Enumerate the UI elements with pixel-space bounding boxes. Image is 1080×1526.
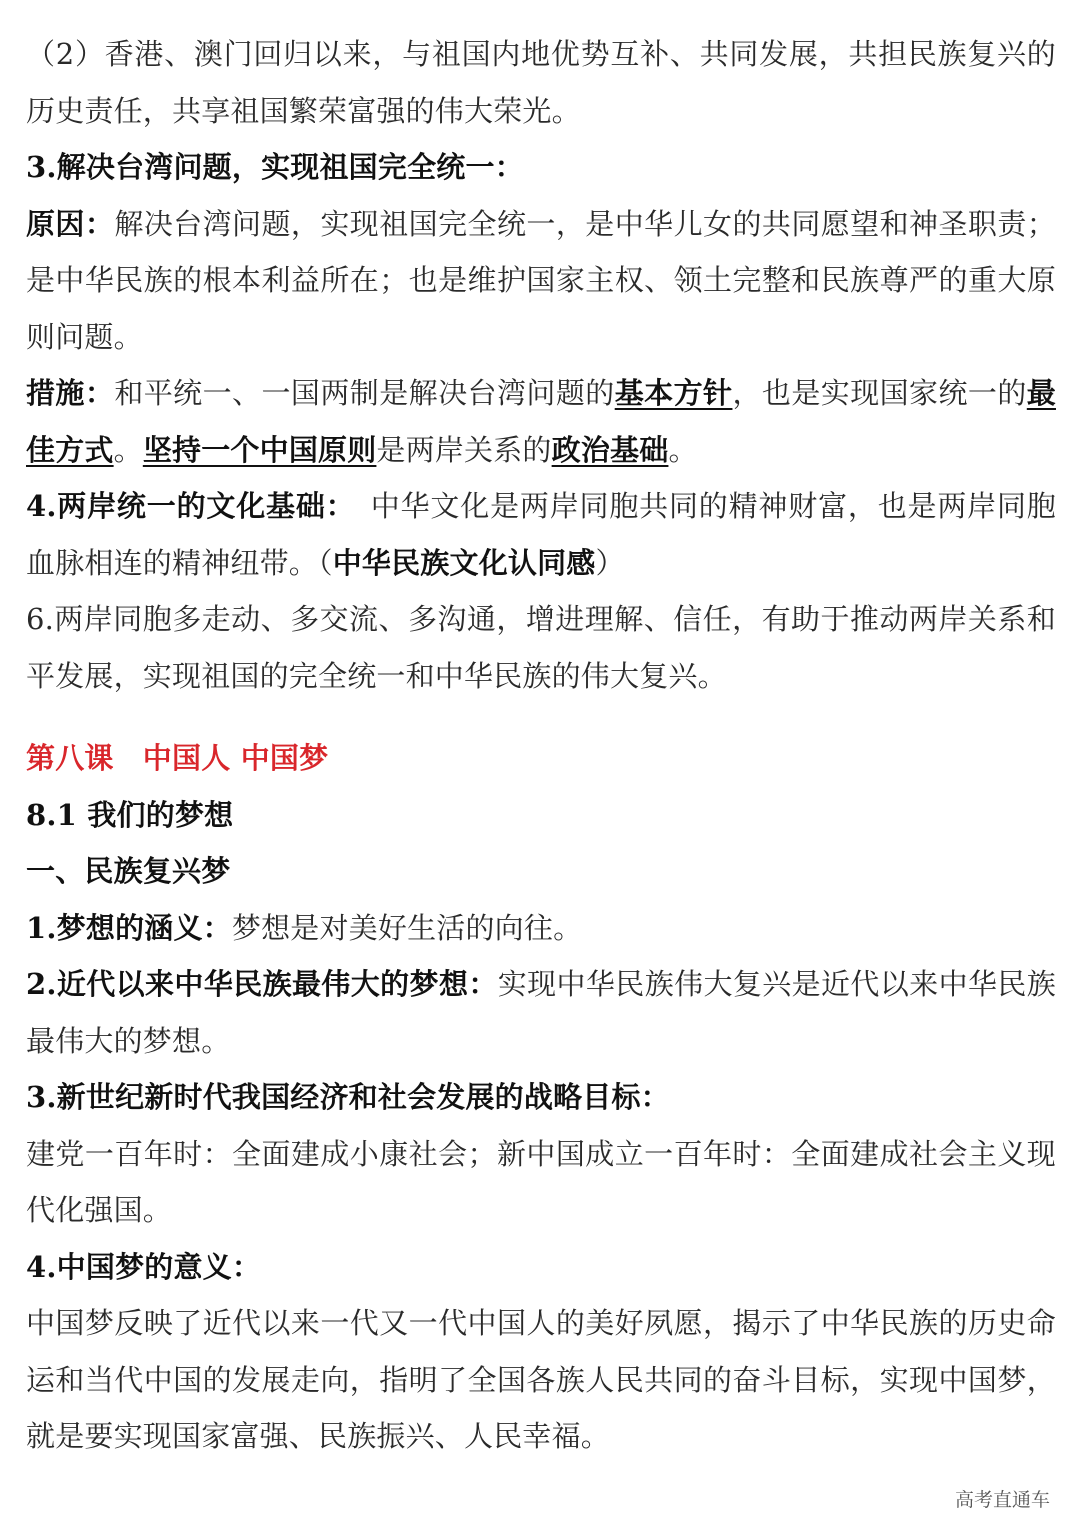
item-4-text: 中国梦反映了近代以来一代又一代中国人的美好夙愿，揭示了中华民族的历史命运和当代中国的发展走向，指明了全国各族人民共同的奋斗目标，实现中国梦，就是要实现国家富强、民族振兴、人民幸福。	[26, 1306, 1056, 1453]
culture-heading: 4.两岸统一的文化基础：	[26, 489, 341, 523]
item-1-text: 梦想是对美好生活的向往。	[231, 910, 583, 945]
measure-text-1: 和平统一、一国两制是解决台湾问题的	[114, 376, 615, 410]
culture-paragraph	[26, 478, 1056, 591]
measure-text-4: 是两岸关系的	[376, 432, 552, 467]
item-2-label: 2.近代以来中华民族最伟大的梦想：	[26, 967, 498, 1001]
culture-bold-note: 中华民族文化认同感	[332, 545, 596, 580]
exchange-paragraph: 6.两岸同胞多走动、多交流、多沟通，增进理解、信任，有助于推动两岸关系和平发展，实现祖国的完全统一和中华民族的伟大复兴。	[26, 602, 1056, 693]
hk-macao-paragraph: （2）香港、澳门回归以来，与祖国内地优势互补、共同发展，共担民族复兴的历史责任，共享祖国繁荣富强的伟大荣光。	[26, 37, 1056, 128]
item-1	[26, 900, 1056, 957]
item-2	[26, 956, 1056, 1069]
measure-label: 措施：	[26, 376, 115, 410]
item-1-label: 1.梦想的涵义：	[26, 910, 232, 945]
taiwan-heading: 3.解决台湾问题，实现祖国完全统一：	[26, 150, 524, 184]
culture-text: 中华文化是两岸同胞共同的精神财富，也是两岸同胞血脉相连的精神纽带。（	[26, 489, 1056, 580]
item-3-label: 3.新世纪新时代我国经济和社会发展的战略目标：	[26, 1080, 670, 1114]
culture-close: ）	[595, 545, 625, 580]
measure-underline-basic-policy: 基本方针	[614, 376, 733, 410]
item-3-text: 建党一百年时：全面建成小康社会；新中国成立一百年时：全面建成社会主义现代化强国。	[26, 1136, 1056, 1227]
item-2-text: 实现中华民族伟大复兴是近代以来中华民族最伟大的梦想。	[26, 967, 1056, 1058]
reason-text: 解决台湾问题，实现祖国完全统一，是中华儿女的共同愿望和神圣职责；是中华民族的根本利益所在；也是维护国家主权、领土完整和民族尊严的重大原则问题。	[26, 206, 1056, 354]
measure-text-5: 。	[668, 432, 698, 467]
part-heading: 一、民族复兴梦	[26, 854, 231, 888]
lesson-title: 第八课 中国人 中国梦	[26, 741, 329, 775]
measure-text-2: ，也是实现国家统一的	[732, 376, 1027, 410]
watermark: 高考直通车	[954, 1489, 1050, 1511]
taiwan-measure-paragraph	[26, 365, 1056, 478]
measure-underline-political-basis: 政治基础	[551, 432, 669, 467]
reason-label: 原因：	[26, 206, 115, 241]
item-4-label: 4.中国梦的意义：	[26, 1249, 262, 1284]
measure-text-3: 。	[113, 432, 143, 467]
taiwan-reason-paragraph	[26, 196, 1056, 366]
measure-underline-one-china: 坚持一个中国原则	[142, 432, 377, 467]
section-gap	[26, 704, 1056, 730]
measure-underline-best-way: 最佳方式	[26, 376, 1056, 467]
lesson-subtitle: 8.1 我们的梦想	[26, 797, 234, 832]
document-page	[26, 26, 1056, 1465]
